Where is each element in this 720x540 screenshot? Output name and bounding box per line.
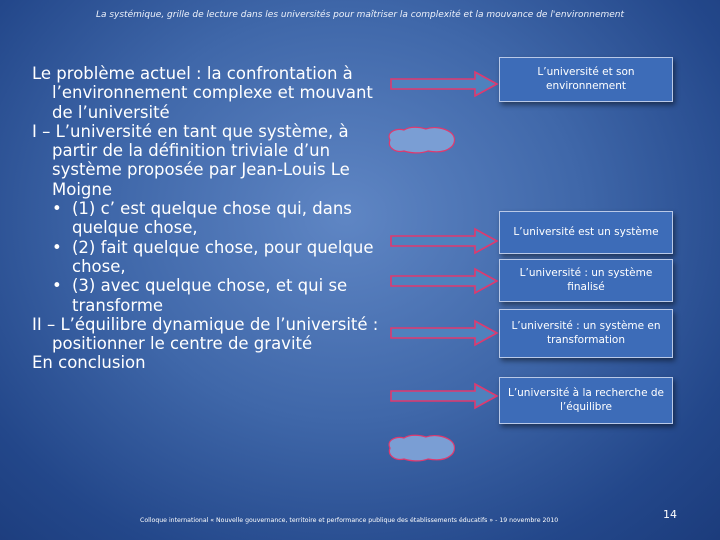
outline-bullet-2 xyxy=(32,238,382,277)
bullet-text: (2) fait quelque chose, pour quelque chose, xyxy=(72,237,374,276)
bullet-dot: • xyxy=(52,237,62,257)
bullet-text: (1) c’ est quelque chose qui, dans quelque chose, xyxy=(72,199,352,238)
page-number: 14 xyxy=(663,508,677,521)
topic-box-3: L’université : un système finalisé xyxy=(499,259,673,302)
right-arrow-icon xyxy=(389,318,501,348)
bullet-dot: • xyxy=(52,276,62,296)
right-arrow-icon xyxy=(389,381,501,411)
wavy-oval-icon xyxy=(384,432,458,464)
outline-intro: Le problème actuel : la confrontation à l’environnement complexe et mouvant de l’université xyxy=(32,64,373,122)
topic-box-2: L’université est un système xyxy=(499,211,673,254)
outline-part-1: I – L’université en tant que système, à partir de la définition triviale d’un système proposée par Jean-Louis Le Moigne xyxy=(32,121,350,199)
right-arrow-icon xyxy=(389,69,501,99)
outline-conclusion: En conclusion xyxy=(32,353,146,373)
topic-box-1: L’université et son environnement xyxy=(499,57,673,102)
outline-bullet-3 xyxy=(32,276,382,315)
slide-header: La systémique, grille de lecture dans les universités pour maîtriser la complexité et la mouvance de l'environnement xyxy=(95,10,625,20)
slide-footer: Colloque international « Nouvelle gouvernance, territoire et performance publique des établissements éducatifs » - 19 novembre 2010 xyxy=(140,517,559,524)
outline-part-2: II – L’équilibre dynamique de l’université : positionner le centre de gravité xyxy=(32,314,379,354)
topic-box-4: L’université : un système en transformation xyxy=(499,309,673,358)
bullet-dot: • xyxy=(52,199,62,219)
topic-box-5: L’université à la recherche de l’équilibre xyxy=(499,377,673,424)
wavy-oval-icon xyxy=(384,124,458,156)
bullet-text: (3) avec quelque chose, et qui se transforme xyxy=(72,276,348,315)
right-arrow-icon xyxy=(389,226,501,256)
outline-list xyxy=(32,64,382,373)
right-arrow-icon xyxy=(389,266,501,296)
outline-bullet-1 xyxy=(32,199,382,238)
